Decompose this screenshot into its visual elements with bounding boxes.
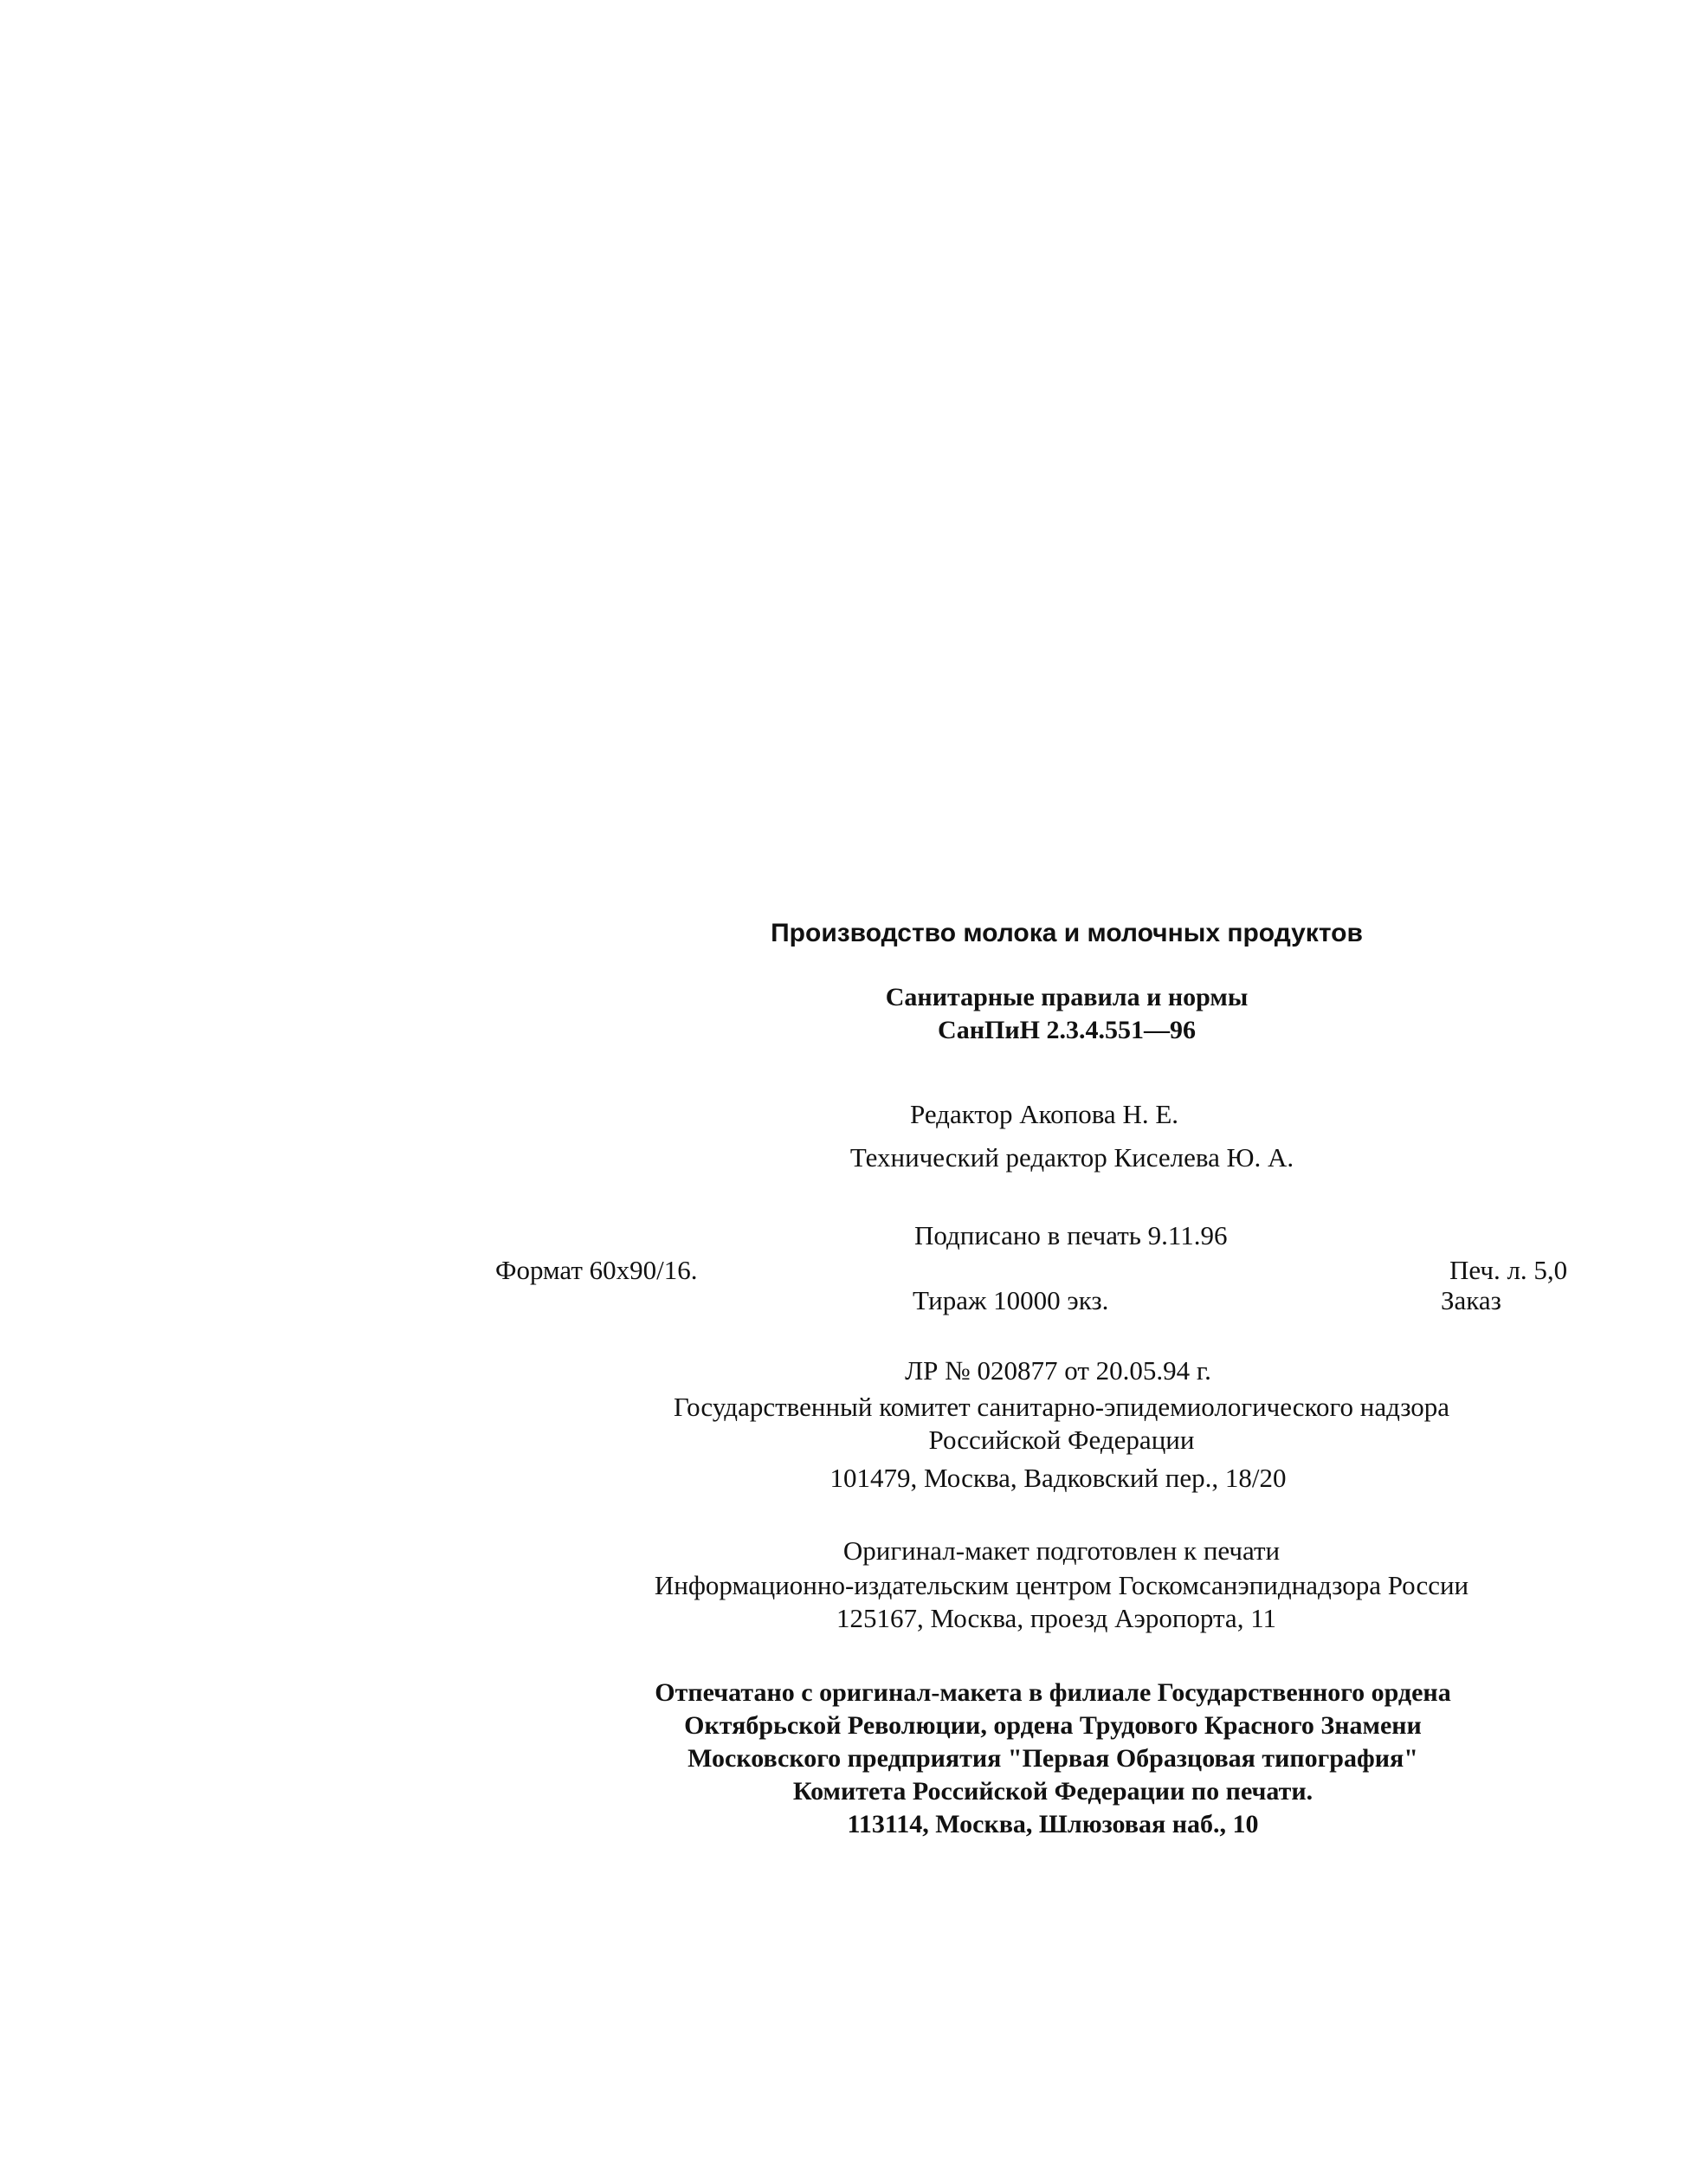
signed-line: Подписано в печать 9.11.96 — [914, 1220, 1228, 1250]
license-line: ЛР № 020877 от 20.05.94 г. — [905, 1355, 1211, 1386]
printer-line4: Комитета Российской Федерации по печати. — [792, 1777, 1314, 1806]
circulation-line: Тираж 10000 экз. — [913, 1285, 1109, 1315]
printer-line1: Отпечатано с оригинал-макета в филиале Государственного ордена — [655, 1678, 1451, 1707]
order-line: Заказ — [1441, 1285, 1501, 1315]
editor-line: Редактор Акопова Н. Е. — [909, 1099, 1179, 1129]
publisher-name-line1: Государственный комитет санитарно-эпидемиологического надзора — [673, 1392, 1450, 1422]
format-line: Формат 60x90/16. — [495, 1255, 698, 1285]
printer-line2: Октябрьской Революции, ордена Трудового Красного Знамени — [684, 1711, 1422, 1740]
subtitle-rules: Санитарные правила и нормы — [885, 983, 1249, 1011]
sheets-line: Печ. л. 5,0 — [1449, 1255, 1568, 1285]
printer-line3: Московского предприятия "Первая Образцовая типография" — [687, 1744, 1418, 1773]
tech-editor-line: Технический редактор Киселева Ю. А. — [849, 1142, 1294, 1173]
subtitle-code: СанПиН 2.3.4.551—96 — [938, 1016, 1196, 1044]
layout-line2: Информационно-издательским центром Госкомсанэпиднадзора России — [654, 1570, 1469, 1600]
book-title: Производство молока и молочных продуктов — [771, 919, 1363, 947]
layout-line1: Оригинал-макет подготовлен к печати — [842, 1535, 1281, 1566]
printer-address: 113114, Москва, Шлюзовая наб., 10 — [847, 1810, 1259, 1838]
publisher-address: 101479, Москва, Вадковский пер., 18/20 — [829, 1463, 1287, 1493]
layout-address: 125167, Москва, проезд Аэропорта, 11 — [836, 1603, 1277, 1633]
publisher-name-line2: Российской Федерации — [928, 1425, 1195, 1455]
